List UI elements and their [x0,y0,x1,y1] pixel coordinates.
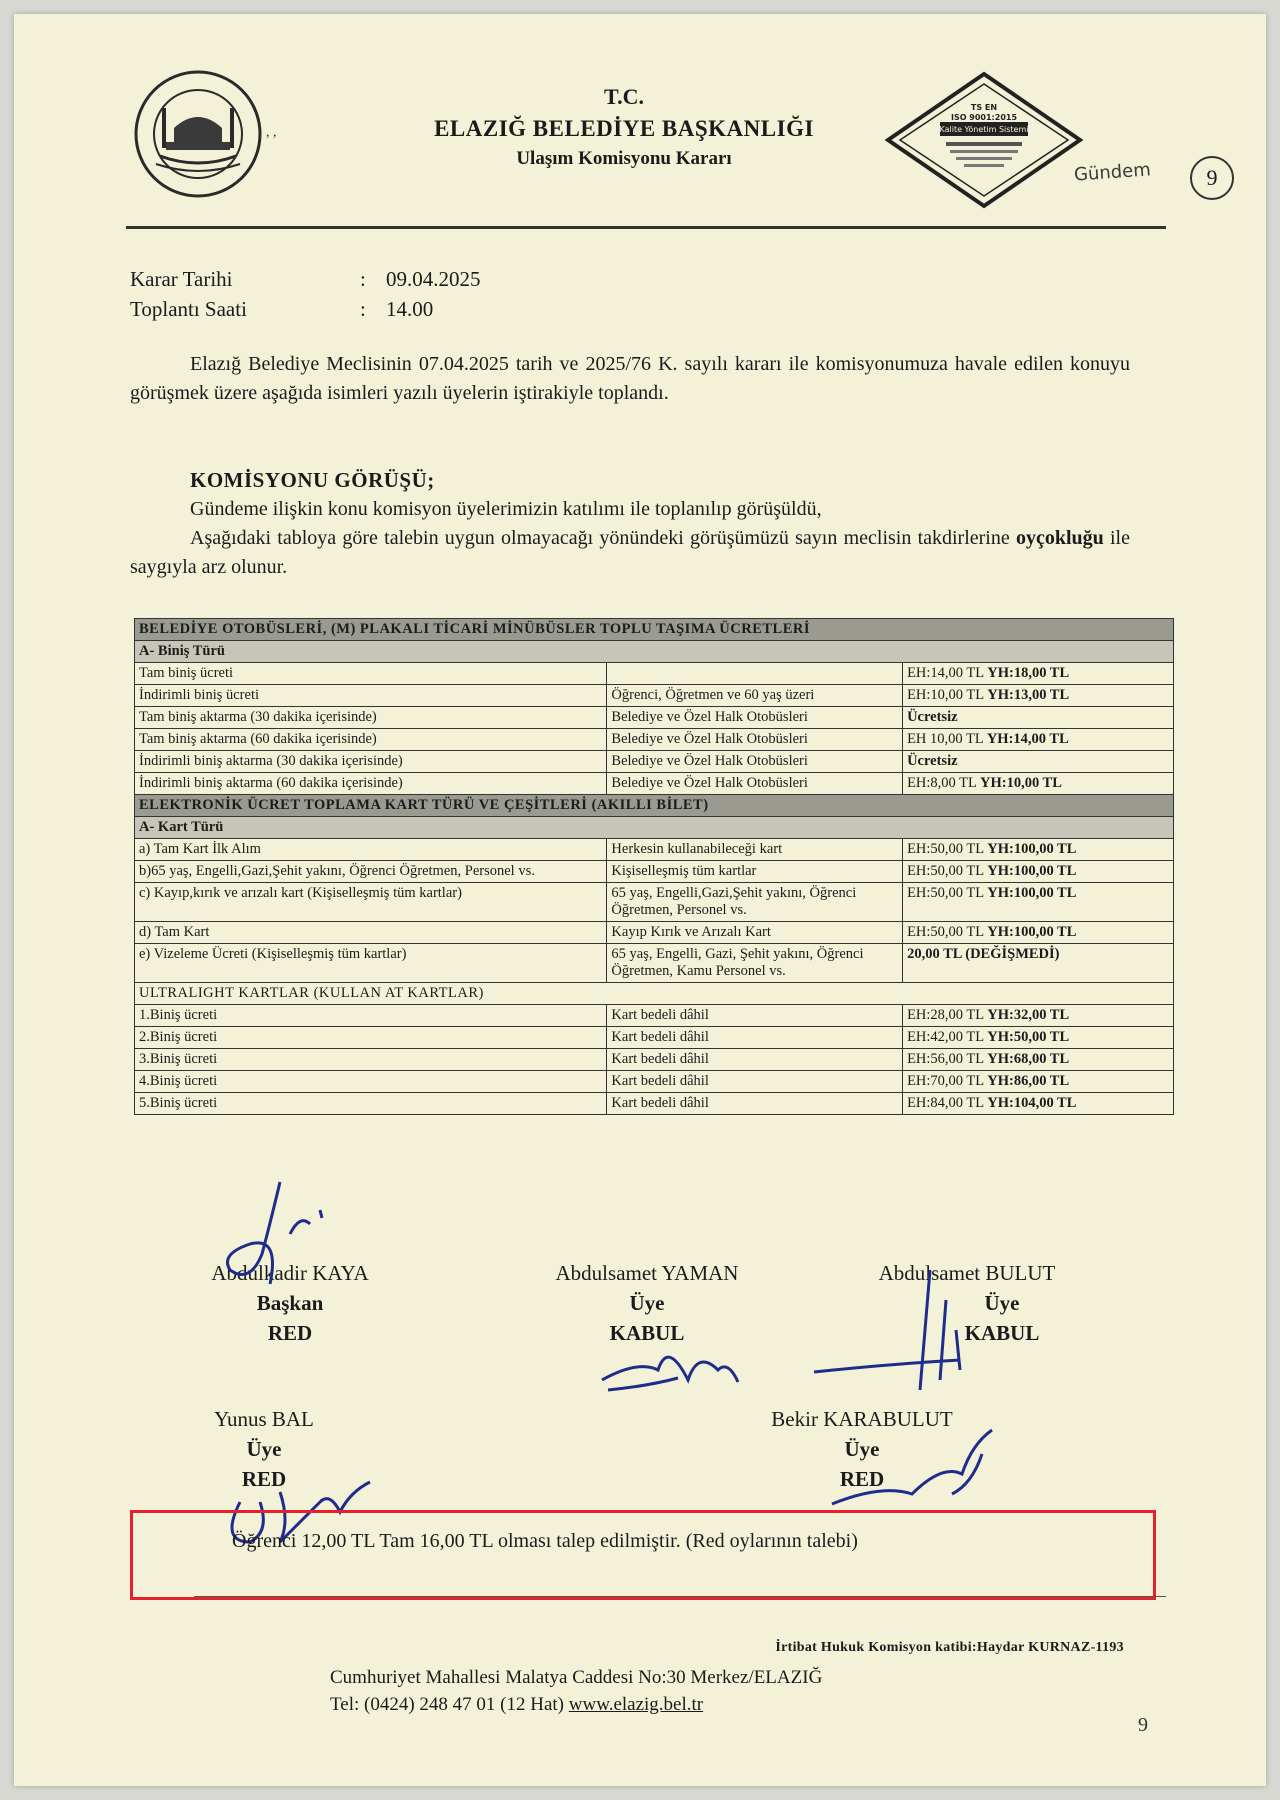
fare-price-yh: YH:14,00 TL [986,731,1069,747]
fare-price-cell [903,707,1174,729]
colon: : [360,267,366,291]
meeting-time-label: Toplantı Saati [130,297,247,321]
fare-row [135,751,1174,773]
page-number: 9 [1138,1714,1148,1736]
commission-opinion-line1: Gündeme ilişkin konu komisyon üyelerimizin katılımı ile toplanılıp görüşüldü, [190,498,822,520]
fare-price-cell [903,663,1174,685]
fare-type-cell: 3.Biniş ücreti [135,1049,607,1071]
iso-certification-badge [884,70,1084,210]
fare-price-yh: YH:104,00 TL [987,1095,1077,1111]
opinion-text: Aşağıdaki tabloya göre talebin uygun olmayacağı yönündeki görüşümüzü sayın meclisin takdirlerine [190,527,1016,549]
fare-type-cell: 2.Biniş ücreti [135,1027,607,1049]
signatory-name: Abdulsamet BULUT [878,1261,1056,1285]
signature-scribble-5 [822,1424,1002,1514]
fare-price-yh: YH:100,00 TL [987,885,1077,901]
fare-section-card-cell: ELEKTRONİK ÜCRET TOPLAMA KART TÜRÜ VE ÇEŞİTLERİ (AKILLI BİLET) [135,795,1174,817]
fare-price-eh: EH:50,00 TL [907,885,984,901]
signatory-name: Yunus BAL [214,1407,314,1431]
decision-date-row [130,264,481,294]
fare-price-cell [903,751,1174,773]
signature-scribble-2 [598,1330,748,1400]
note-underline [194,1596,1166,1597]
fare-price-eh: EH:14,00 TL [907,665,984,681]
fare-row [135,944,1174,983]
fare-scope-cell: Belediye ve Özel Halk Otobüsleri [607,729,903,751]
fare-price-eh: EH:10,00 TL [907,687,984,703]
intro-text: Elazığ Belediye Meclisinin 07.04.2025 tarih ve 2025/76 K. sayılı kararı ile komisyonumuza havale edilen konuyu görüşmek üzere aşağıda isimleri yazılı üyelerin iştirakiyle toplandı. [130,353,1130,404]
fare-price-cell [903,1005,1174,1027]
fare-scope-cell: Belediye ve Özel Halk Otobüsleri [607,751,903,773]
fare-price-yh: YH:100,00 TL [987,924,1077,940]
fare-price-yh: YH:86,00 TL [987,1073,1070,1089]
fare-table [134,618,1174,1115]
fare-price-cell [903,1093,1174,1115]
fare-row [135,883,1174,922]
fare-price-eh: EH:42,00 TL [907,1029,984,1045]
signatory-vote: RED [839,1467,885,1491]
signatory-role: Üye [629,1291,665,1315]
fare-section-ultralight [135,983,1174,1005]
signature-scribble-1 [210,1174,350,1304]
signatory-vote: KABUL [609,1321,685,1345]
fare-scope-cell: 65 yaş, Engelli,Gazi,Şehit yakını, Öğrenci Öğretmen, Personel vs. [607,883,903,922]
signatory-role: Üye [844,1437,880,1461]
fare-price-yh: YH:13,00 TL [987,687,1070,703]
decision-date-label: Karar Tarihi [130,267,233,291]
fare-type-cell: e) Vizeleme Ücreti (Kişiselleşmiş tüm kartlar) [135,944,607,983]
fare-price-cell [903,1027,1174,1049]
fare-type-cell: İndirimli biniş aktarma (60 dakika içerisinde) [135,773,607,795]
fare-price-eh: EH 10,00 TL [907,731,984,747]
commission-opinion-line2 [130,524,1130,582]
footer-phone: Tel: (0424) 248 47 01 (12 Hat) [330,1694,565,1715]
fare-scope-cell: Kart bedeli dâhil [607,1049,903,1071]
fare-price-yh: YH:50,00 TL [987,1029,1070,1045]
opinion-text-end: ile saygıyla arz olunur. [130,527,1130,578]
fare-price-cell [903,883,1174,922]
fare-type-cell: 4.Biniş ücreti [135,1071,607,1093]
iso-line-2: ISO 9001:2015 [950,113,1018,122]
footer-contact: İrtibat Hukuk Komisyon katibi:Haydar KURNAZ-1193 [775,1640,1124,1655]
fare-price-cell [903,944,1174,983]
fare-scope-cell: Herkesin kullanabileceği kart [607,839,903,861]
fare-row [135,773,1174,795]
decision-date-value: 09.04.2025 [386,267,481,291]
colon: : [360,297,366,321]
commission-opinion [130,466,1130,582]
meeting-time-value: 14.00 [386,297,434,321]
footer-website-link[interactable]: www.elazig.bel.tr [568,1694,704,1715]
fare-section-card [135,795,1174,817]
fare-type-cell: b)65 yaş, Engelli,Gazi,Şehit yakını, Öğrenci Öğretmen, Personel vs. [135,861,607,883]
signatory-name: Abdulkadir KAYA [211,1261,369,1285]
intro-paragraph [130,350,1130,408]
fare-price-eh: Ücretsiz [907,709,958,725]
fare-scope-cell: Kart bedeli dâhil [607,1071,903,1093]
fare-type-cell: Tam biniş aktarma (60 dakika içerisinde) [135,729,607,751]
commission-opinion-heading: KOMİSYONU GÖRÜŞÜ; [190,468,435,492]
signatory-name: Bekir KARABULUT [771,1407,953,1431]
fare-type-cell: 1.Biniş ücreti [135,1005,607,1027]
opinion-majority: oyçokluğu [1015,527,1104,549]
signature-scribble-3 [810,1260,990,1400]
fare-price-eh: EH:8,00 TL [907,775,977,791]
fare-scope-cell: Belediye ve Özel Halk Otobüsleri [607,707,903,729]
fare-price-yh: YH:18,00 TL [987,665,1070,681]
document-page [14,14,1266,1786]
highlighted-note-box [130,1510,1156,1600]
signatory-role: Üye [984,1291,1020,1315]
fare-price-eh: EH:50,00 TL [907,924,984,940]
fare-price-eh: EH:50,00 TL [907,841,984,857]
fare-row [135,1049,1174,1071]
signatory-role: Başkan [256,1291,324,1315]
fare-price-yh: YH:32,00 TL [987,1007,1070,1023]
fare-scope-cell: Kart bedeli dâhil [607,1005,903,1027]
municipality-title: ELAZIĞ BELEDİYE BAŞKANLIĞI [434,116,814,141]
letterhead [344,84,904,170]
fare-scope-cell: Kart bedeli dâhil [607,1027,903,1049]
fare-price-eh: EH:50,00 TL [907,863,984,879]
fare-price-yh: YH:10,00 TL [979,775,1062,791]
municipality-seal-logo [126,66,286,204]
fare-scope-cell: Kayıp Kırık ve Arızalı Kart [607,922,903,944]
fare-price-yh: YH:100,00 TL [987,841,1077,857]
fare-scope-cell: 65 yaş, Engelli, Gazi, Şehit yakını, Öğrenci Öğretmen, Kamu Personel vs. [607,944,903,983]
fare-price-cell [903,773,1174,795]
fare-row [135,839,1174,861]
fare-price-cell [903,729,1174,751]
fare-price-eh: EH:70,00 TL [907,1073,984,1089]
fare-row [135,922,1174,944]
fare-price-eh: Ücretsiz [907,753,958,769]
fare-scope-cell: Kişiselleşmiş tüm kartlar [607,861,903,883]
decision-title: Ulaşım Komisyonu Kararı [516,148,732,169]
fare-row [135,663,1174,685]
fare-scope-cell: Belediye ve Özel Halk Otobüsleri [607,773,903,795]
fare-type-cell: d) Tam Kart [135,922,607,944]
fare-row [135,685,1174,707]
fare-type-cell: Tam biniş aktarma (30 dakika içerisinde) [135,707,607,729]
handwritten-agenda-note: Gündem [1073,159,1152,186]
fare-type-cell: 5.Biniş ücreti [135,1093,607,1115]
dissent-request-note: Öğrenci 12,00 TL Tam 16,00 TL olması talep edilmiştir. (Red oylarının talebi) [232,1530,858,1552]
fare-row [135,729,1174,751]
meeting-time-row [130,294,481,324]
fare-scope-cell [607,663,903,685]
fare-subsection-boarding [135,641,1174,663]
fare-scope-cell: Öğrenci, Öğretmen ve 60 yaş üzeri [607,685,903,707]
fare-row [135,707,1174,729]
fare-section-ultralight-cell: ULTRALIGHT KARTLAR (KULLAN AT KARTLAR) [135,983,1174,1005]
fare-price-cell [903,839,1174,861]
signatory-role: Üye [246,1437,282,1461]
signatory-vote: KABUL [964,1321,1040,1345]
iso-line-3: Kalite Yönetim Sistemi [939,125,1029,134]
tc-title: T.C. [604,84,644,109]
fare-type-cell: Tam biniş ücreti [135,663,607,685]
fare-row [135,1027,1174,1049]
header-divider [126,226,1166,229]
fare-row [135,1071,1174,1093]
fare-subsection-card-type-cell: A- Kart Türü [135,817,1174,839]
fare-section-bus-cell: BELEDİYE OTOBÜSLERİ, (M) PLAKALI TİCARİ MİNÜBÜSLER TOPLU TAŞIMA ÜCRETLERİ [135,619,1174,641]
fare-price-cell [903,922,1174,944]
iso-line-1: TS EN [970,103,998,112]
fare-type-cell: İndirimli biniş ücreti [135,685,607,707]
fare-row [135,1093,1174,1115]
fare-price-cell [903,861,1174,883]
fare-price-eh: EH:56,00 TL [907,1051,984,1067]
footer-address: Cumhuriyet Mahallesi Malatya Caddesi No:30 Merkez/ELAZIĞ [330,1667,823,1688]
fare-price-eh: EH:84,00 TL [907,1095,984,1111]
fare-price-eh: 20,00 TL (DEĞİŞMEDİ) [907,946,1060,962]
signatory-vote: RED [241,1467,287,1491]
handwritten-agenda-number: 9 [1190,156,1234,200]
fare-price-cell [903,685,1174,707]
fare-scope-cell: Kart bedeli dâhil [607,1093,903,1115]
fare-price-eh: EH:28,00 TL [907,1007,984,1023]
footer-phone-line [330,1691,822,1718]
fare-row [135,1005,1174,1027]
footer-address-block [330,1664,822,1718]
fare-subsection-card-type [135,817,1174,839]
fare-subsection-boarding-cell: A- Biniş Türü [135,641,1174,663]
svg-text:, ,: , , [266,125,277,140]
meeting-meta [130,264,481,324]
fare-price-cell [903,1071,1174,1093]
fare-section-bus [135,619,1174,641]
fare-type-cell: c) Kayıp,kırık ve arızalı kart (Kişiselleşmiş tüm kartlar) [135,883,607,922]
signatory-vote: RED [267,1321,313,1345]
fare-row [135,861,1174,883]
fare-type-cell: İndirimli biniş aktarma (30 dakika içerisinde) [135,751,607,773]
fare-type-cell: a) Tam Kart İlk Alım [135,839,607,861]
fare-price-cell [903,1049,1174,1071]
signatory-name: Abdulsamet YAMAN [555,1261,739,1285]
fare-price-yh: YH:68,00 TL [987,1051,1070,1067]
fare-price-yh: YH:100,00 TL [987,863,1077,879]
